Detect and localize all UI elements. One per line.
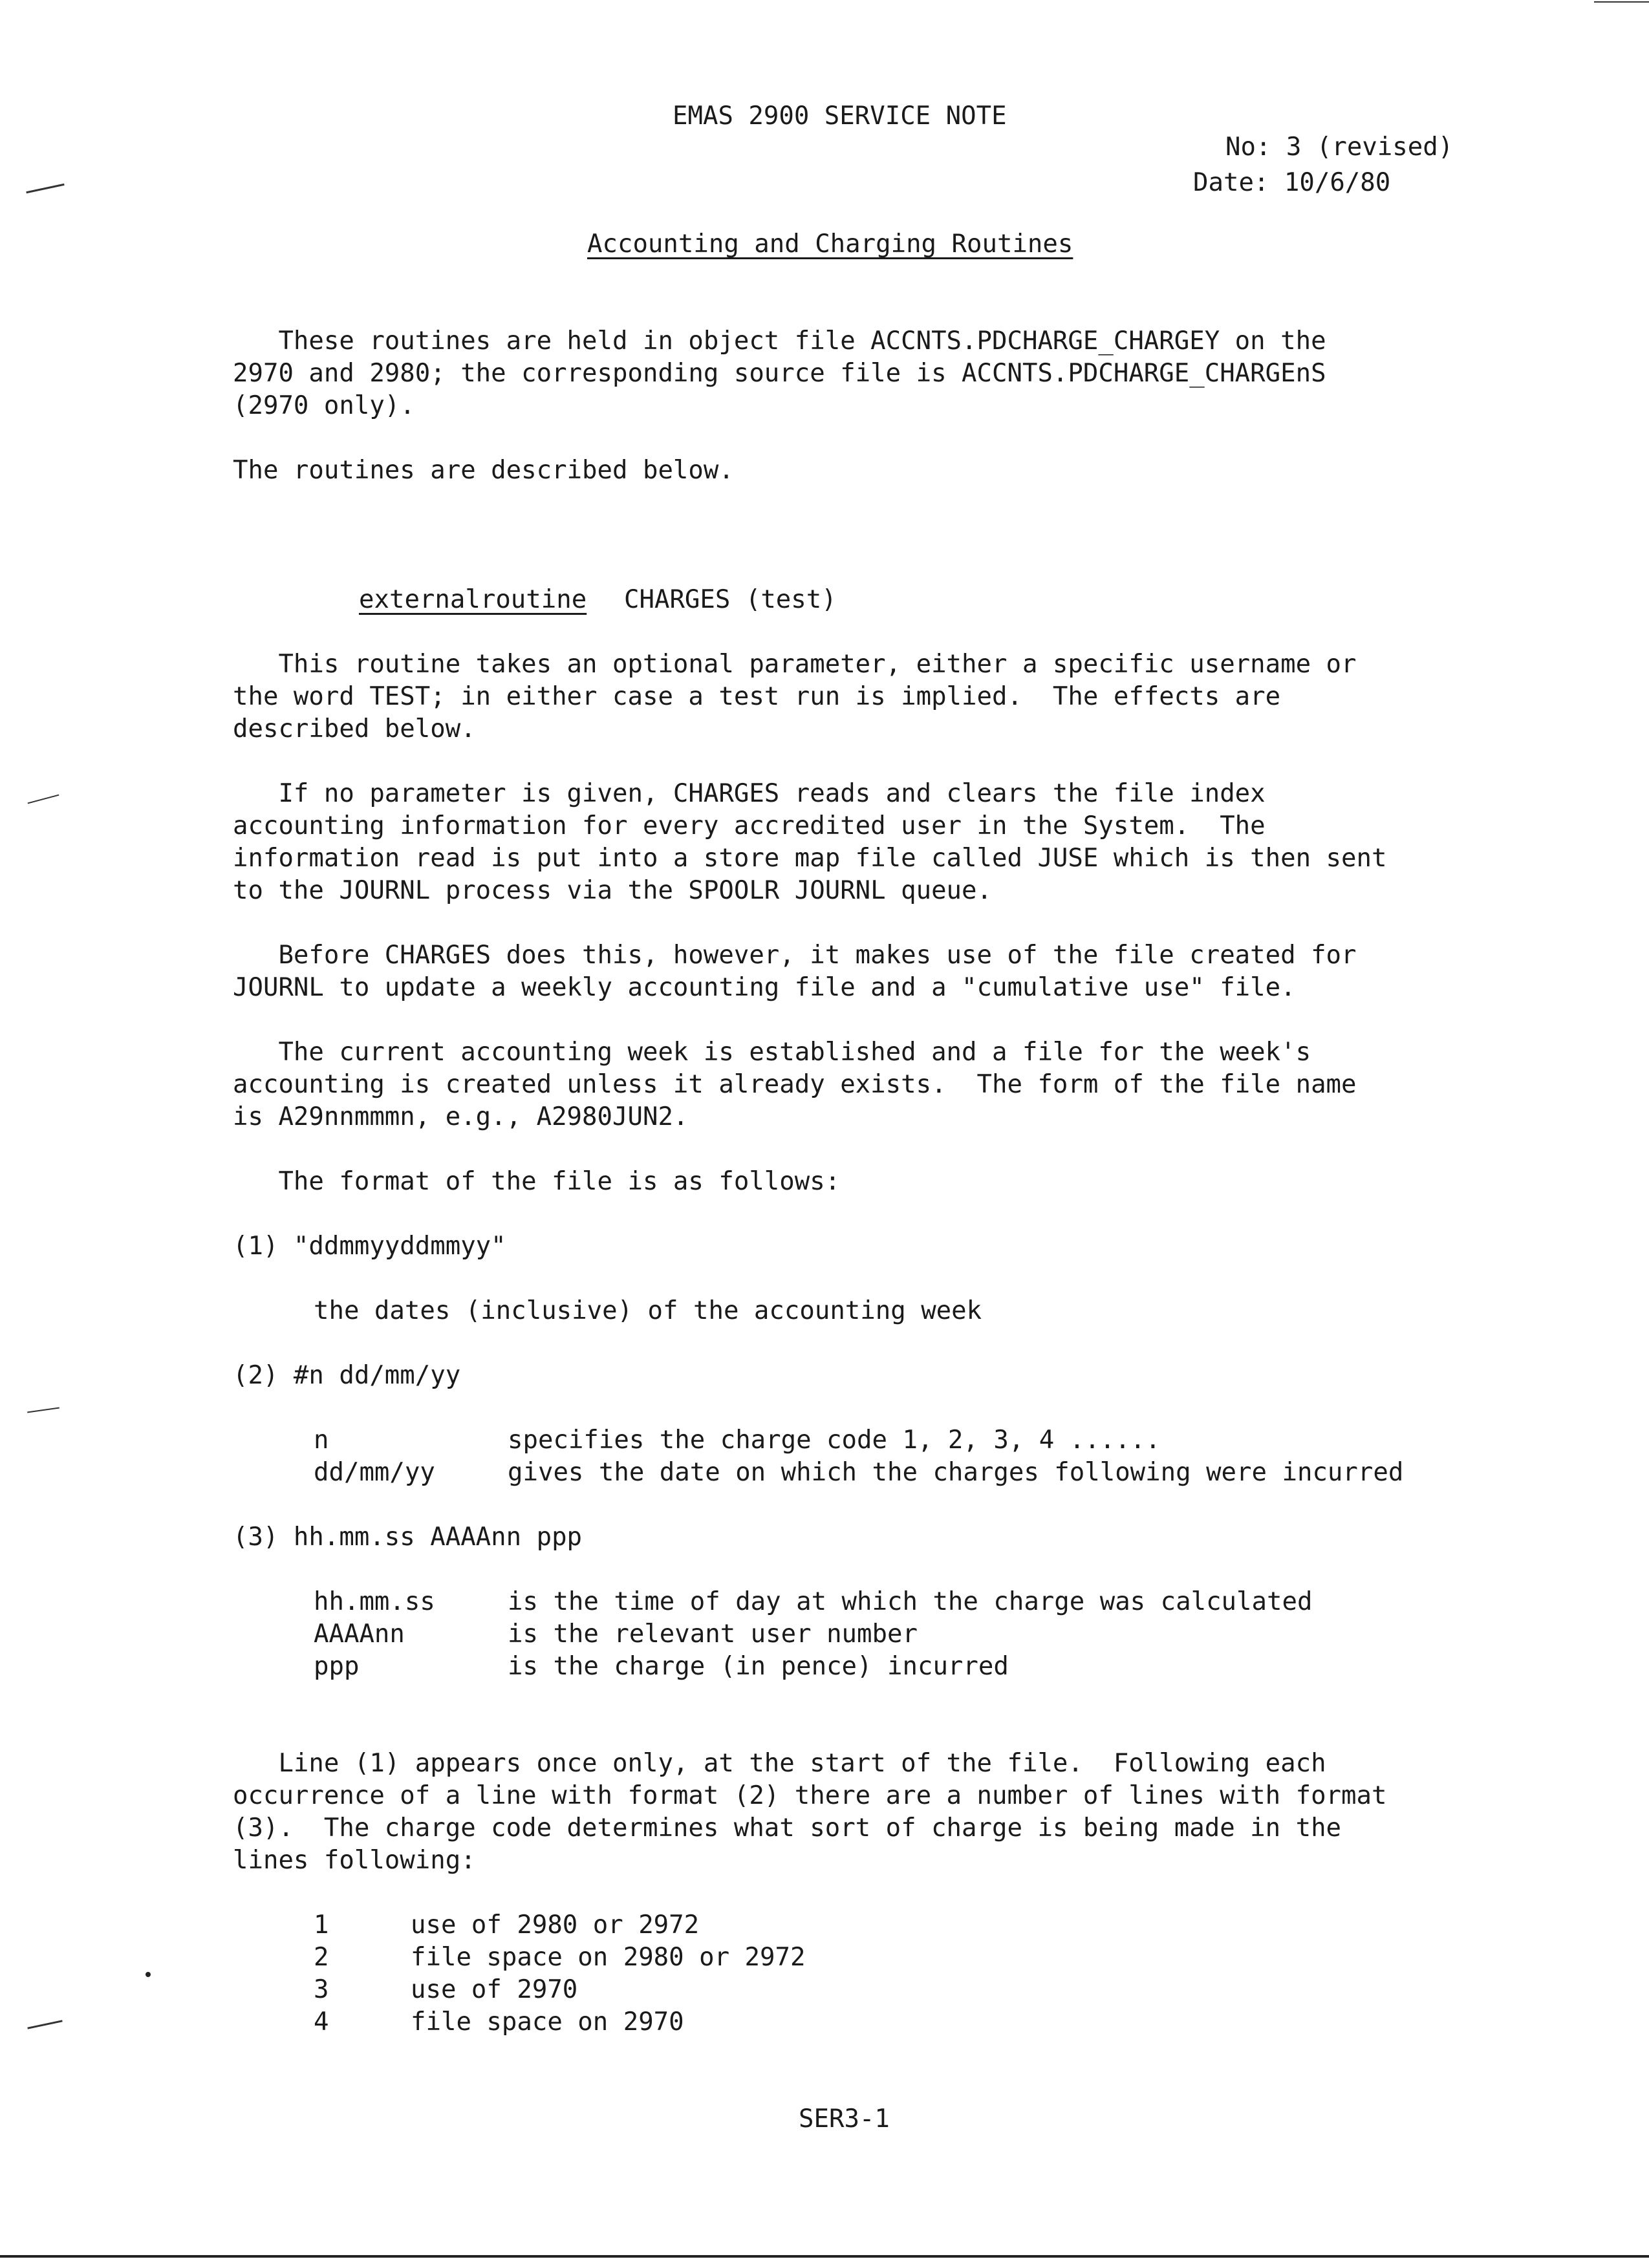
intro-line: These routines are held in object file ACCNTS.PDCHARGE_CHARGEY on the [233, 326, 1326, 356]
subject-heading: Accounting and Charging Routines [587, 230, 1073, 259]
charge-code: 2 [314, 1943, 329, 1972]
body-line: accounting information for every accredited user in the System. The [233, 811, 1266, 840]
page-footer: SER3-1 [799, 2104, 890, 2134]
body-line: lines following: [233, 1846, 476, 1875]
body-line: Before CHARGES does this, however, it makes use of the file created for [233, 941, 1357, 970]
body-line: is A29nnmmmn, e.g., A2980JUN2. [233, 1102, 689, 1131]
format-description: is the charge (in pence) incurred [508, 1652, 1009, 1681]
format-label: (2) #n dd/mm/yy [233, 1361, 461, 1390]
body-line: If no parameter is given, CHARGES reads and clears the file index [233, 779, 1266, 808]
charge-code-description: file space on 2970 [411, 2007, 684, 2037]
body-line: occurrence of a line with format (2) there are a number of lines with format [233, 1781, 1387, 1810]
format-term: n [314, 1426, 329, 1455]
intro-line: (2970 only). [233, 391, 415, 420]
charge-code: 3 [314, 1975, 329, 2004]
body-line: (3). The charge code determines what sort of charge is being made in the [233, 1813, 1342, 1843]
format-term: dd/mm/yy [314, 1458, 435, 1487]
format-label: (3) hh.mm.ss AAAAnn ppp [233, 1523, 583, 1552]
charge-code: 1 [314, 1910, 329, 1940]
routine-signature: CHARGES (test) [624, 585, 837, 614]
intro-line: 2970 and 2980; the corresponding source file is ACCNTS.PDCHARGE_CHARGEnS [233, 359, 1326, 388]
body-line: information read is put into a store map file called JUSE which is then sent [233, 844, 1387, 873]
body-line: to the JOURNL process via the SPOOLR JOURNL queue. [233, 876, 992, 905]
routine-keyword: externalroutine [359, 585, 587, 614]
scan-mark [28, 795, 59, 804]
charge-code-description: use of 2980 or 2972 [411, 1910, 700, 1940]
body-line: JOURNL to update a weekly accounting file and a "cumulative use" file. [233, 973, 1296, 1002]
scan-mark [27, 1407, 59, 1413]
charge-code-description: use of 2970 [411, 1975, 578, 2004]
format-description: gives the date on which the charges following were incurred [508, 1458, 1404, 1487]
scan-mark [27, 2020, 62, 2029]
scan-mark [26, 184, 64, 193]
body-line: accounting is created unless it already exists. The form of the file name [233, 1070, 1357, 1099]
format-term: AAAAnn [314, 1620, 405, 1649]
document-title: EMAS 2900 SERVICE NOTE [673, 102, 1007, 131]
bottom-rule [0, 2255, 1649, 2258]
body-line: described below. [233, 714, 476, 744]
format-term: hh.mm.ss [314, 1587, 435, 1616]
intro-line: The routines are described below. [233, 456, 734, 485]
body-line: The current accounting week is established and a file for the week's [233, 1038, 1311, 1067]
scan-dot [146, 1972, 151, 1977]
body-line: the word TEST; in either case a test run is implied. The effects are [233, 682, 1281, 711]
format-term: ppp [314, 1652, 360, 1681]
body-line: This routine takes an optional parameter, either a specific username or [233, 650, 1357, 679]
format-description: specifies the charge code 1, 2, 3, 4 ...... [508, 1426, 1161, 1455]
charge-code-description: file space on 2980 or 2972 [411, 1943, 806, 1972]
format-description: the dates (inclusive) of the accounting week [314, 1296, 982, 1325]
note-number: No: 3 (revised) [1225, 133, 1454, 162]
format-description: is the relevant user number [508, 1620, 918, 1649]
note-date: Date: 10/6/80 [1193, 168, 1391, 197]
scan-mark [1594, 1, 1649, 3]
body-line: The format of the file is as follows: [233, 1167, 841, 1196]
format-description: is the time of day at which the charge was calculated [508, 1587, 1313, 1616]
format-label: (1) "ddmmyyddmmyy" [233, 1232, 506, 1261]
body-line: Line (1) appears once only, at the start of the file. Following each [233, 1749, 1326, 1778]
charge-code: 4 [314, 2007, 329, 2037]
